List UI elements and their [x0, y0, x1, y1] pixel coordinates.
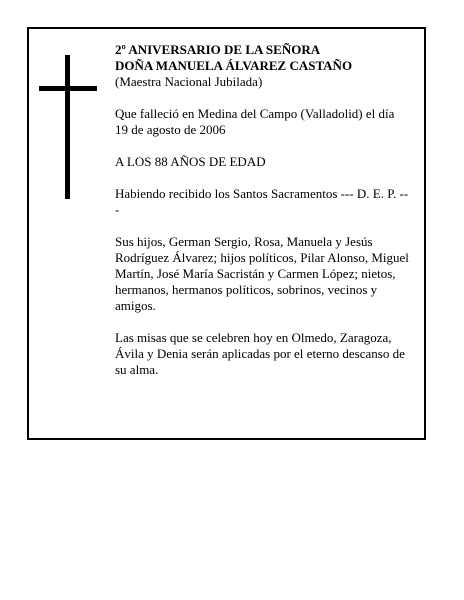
cross-horizontal-bar	[39, 86, 97, 91]
notice-heading-line1: 2º ANIVERSARIO DE LA SEÑORA	[115, 42, 321, 57]
cross-icon	[39, 55, 97, 199]
masses-statement: Las misas que se celebren hoy en Olmedo, Zaragoza, Ávila y Denia serán aplicadas por el eterno descanso de su alma.	[115, 330, 405, 377]
notice-text	[115, 42, 409, 378]
sacraments-statement: Habiendo recibido los Santos Sacramentos --- D. E. P. ---	[115, 186, 409, 217]
death-info: Que falleció en Medina del Campo (Valladolid) el día 19 de agosto de 2006	[115, 106, 395, 137]
notice-subtitle: (Maestra Nacional Jubilada)	[115, 74, 263, 89]
cross-vertical-bar	[65, 55, 70, 199]
family-list: Sus hijos, German Sergio, Rosa, Manuela y Jesús Rodríguez Álvarez; hijos políticos, Pilar Alonso, Miguel Martín, José María Sacristán y Carmen López; nietos, hermanos, hermanos políticos, sobrinos, vecinos y amigos.	[115, 234, 409, 313]
age-statement: A LOS 88 AÑOS DE EDAD	[115, 154, 266, 169]
notice-heading-line2: DOÑA MANUELA ÁLVAREZ CASTAÑO	[115, 58, 353, 73]
obituary-notice	[27, 27, 426, 440]
